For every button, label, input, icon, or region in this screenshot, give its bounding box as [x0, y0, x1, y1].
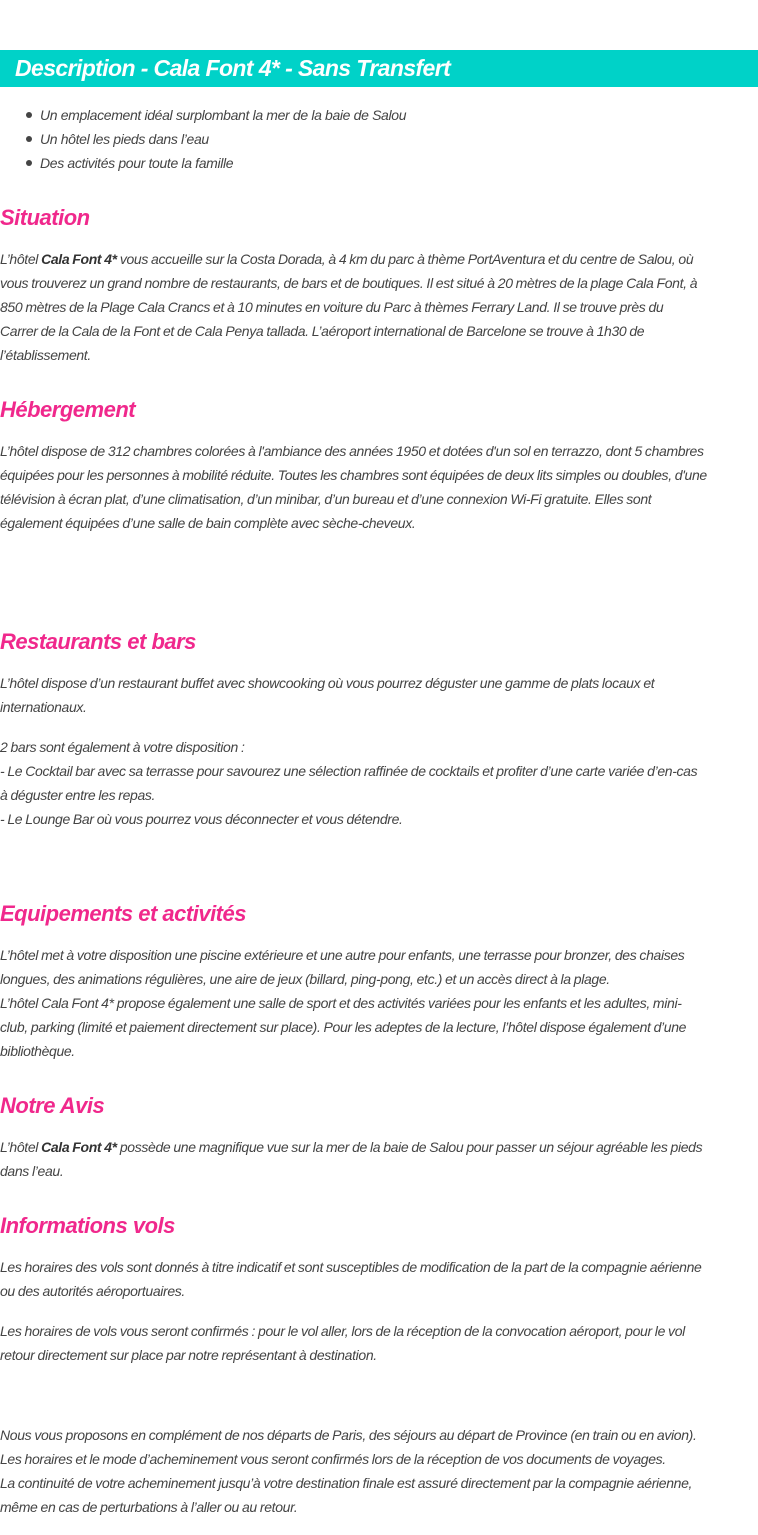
highlight-item — [0, 127, 406, 151]
section-equipements — [0, 900, 758, 1063]
section-paragraph — [0, 1135, 758, 1183]
paragraph-line: L’hôtel met à votre disposition une piscine extérieure et une autre pour enfants, une terrasse pour bronzer, des chaises — [0, 947, 685, 963]
paragraph-line: Les horaires de vols vous seront confirmés : pour le vol aller, lors de la réception de la convocation aéroport, pour le vol — [0, 1323, 685, 1339]
section-vols — [0, 1212, 758, 1519]
highlights-list — [0, 103, 406, 175]
hotel-name: Cala Font 4* — [41, 1139, 117, 1155]
paragraph-line: Les horaires des vols sont donnés à titre indicatif et sont susceptibles de modification de la part de la compagnie aérienne — [0, 1259, 702, 1275]
paragraph-line: - Le Cocktail bar avec sa terrasse pour savourez une sélection raffinée de cocktails et profiter d’une carte variée d’en-cas — [0, 763, 698, 779]
section-paragraph — [0, 247, 758, 367]
section-paragraph — [0, 1255, 758, 1303]
paragraph-line: Carrer de la Cala de la Font et de Cala Penya tallada. L’aéroport international de Barcelone se trouve à 1h30 de — [0, 323, 645, 339]
highlight-text: Un hôtel les pieds dans l’eau — [40, 131, 209, 147]
paragraph-line: - Le Lounge Bar où vous pourrez vous déconnecter et vous détendre. — [0, 811, 403, 827]
highlight-text: Un emplacement idéal surplombant la mer de la baie de Salou — [40, 107, 407, 123]
paragraph-line: également équipées d’une salle de bain complète avec sèche-cheveux. — [0, 515, 416, 531]
paragraph-line: Les horaires et le mode d’acheminement vous seront confirmés lors de la réception de vos documents de voyages. — [0, 1451, 666, 1467]
highlight-item — [0, 103, 406, 127]
section-avis — [0, 1092, 758, 1183]
section-paragraph — [0, 735, 758, 831]
section-paragraph — [0, 1423, 758, 1519]
section-paragraph — [0, 671, 758, 719]
paragraph-line: La continuité de votre acheminement jusqu’à votre destination finale est assuré directement par la compagnie aérienne, — [0, 1475, 693, 1491]
paragraph-line: longues, des animations régulières, une aire de jeux (billard, ping-pong, etc.) et un accès direct à la plage. — [0, 971, 610, 987]
bullet-icon — [26, 136, 32, 142]
bullet-icon — [26, 160, 32, 166]
paragraph-line: L’hôtel Cala Font 4* possède une magnifique vue sur la mer de la baie de Salou pour passer un séjour agréable les pieds — [0, 1139, 703, 1155]
paragraph-line: retour directement sur place par notre représentant à destination. — [0, 1347, 377, 1363]
section-hebergement — [0, 396, 758, 535]
paragraph-line: 2 bars sont également à votre disposition : — [0, 739, 245, 755]
section-situation — [0, 204, 758, 367]
paragraph-line: l’établissement. — [0, 347, 91, 363]
section-heading: Restaurants et bars — [0, 629, 196, 654]
paragraph-line: équipées pour les personnes à mobilité réduite. Toutes les chambres sont équipées de deux lits simples ou doubles, d'une — [0, 467, 707, 483]
section-heading: Notre Avis — [0, 1093, 105, 1118]
paragraph-line: ou des autorités aéroportuaires. — [0, 1283, 185, 1299]
section-restaurants — [0, 628, 758, 831]
section-heading: Situation — [0, 205, 90, 230]
section-paragraph — [0, 1319, 758, 1367]
paragraph-line: télévision à écran plat, d’une climatisation, d’un minibar, d’un bureau et d’une connexion Wi-Fi gratuite. Elles sont — [0, 491, 652, 507]
description-banner — [0, 50, 758, 87]
paragraph-line: internationaux. — [0, 699, 87, 715]
paragraph-line: L’hôtel dispose de 312 chambres colorées à l'ambiance des années 1950 et dotées d'un sol en terrazzo, dont 5 chambres — [0, 443, 704, 459]
paragraph-line: bibliothèque. — [0, 1043, 75, 1059]
paragraph-line: dans l’eau. — [0, 1163, 64, 1179]
banner-title: Description - Cala Font 4* - Sans Transfert — [15, 55, 451, 81]
paragraph-line: Nous vous proposons en complément de nos départs de Paris, des séjours au départ de Province (en train ou en avion). — [0, 1427, 697, 1443]
paragraph-line: club, parking (limité et paiement directement sur place). Pour les adeptes de la lecture, l’hôtel dispose également d’une — [0, 1019, 687, 1035]
paragraph-line: à déguster entre les repas. — [0, 787, 156, 803]
paragraph-line: L’hôtel Cala Font 4* vous accueille sur la Costa Dorada, à 4 km du parc à thème PortAventura et du centre de Salou, où — [0, 251, 694, 267]
paragraph-line: même en cas de perturbations à l’aller ou au retour. — [0, 1499, 298, 1515]
highlight-item — [0, 151, 406, 175]
section-paragraph — [0, 439, 758, 535]
paragraph-line: 850 mètres de la Plage Cala Crancs et à 10 minutes en voiture du Parc à thèmes Ferrary Land. Il se trouve près du — [0, 299, 664, 315]
paragraph-line: vous trouverez un grand nombre de restaurants, de bars et de boutiques. Il est situé à 20 mètres de la plage Cala Font, à — [0, 275, 698, 291]
paragraph-line: L’hôtel Cala Font 4* propose également une salle de sport et des activités variées pour les enfants et les adultes, mini- — [0, 995, 682, 1011]
highlight-text: Des activités pour toute la famille — [40, 155, 234, 171]
section-heading: Informations vols — [0, 1213, 175, 1238]
bullet-icon — [26, 112, 32, 118]
section-heading: Hébergement — [0, 397, 136, 422]
section-heading: Equipements et activités — [0, 901, 246, 926]
paragraph-line: L’hôtel dispose d’un restaurant buffet avec showcooking où vous pourrez déguster une gamme de plats locaux et — [0, 675, 655, 691]
section-paragraph — [0, 943, 758, 1063]
hotel-name: Cala Font 4* — [41, 251, 117, 267]
